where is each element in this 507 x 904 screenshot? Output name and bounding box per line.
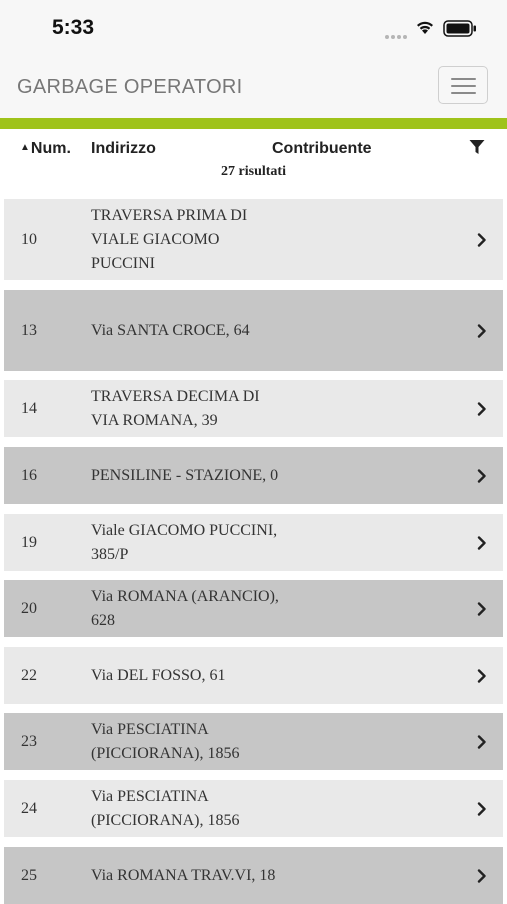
filter-icon[interactable] xyxy=(469,139,485,155)
row-number: 16 xyxy=(21,466,37,484)
row-address: Via ROMANA TRAV.VI, 18 xyxy=(91,866,276,884)
row-address: Via ROMANA (ARANCIO), 628 xyxy=(91,587,279,629)
row-address: PENSILINE - STAZIONE, 0 xyxy=(91,466,279,484)
table-row[interactable] xyxy=(4,580,503,637)
battery-icon xyxy=(443,20,477,37)
row-address: Via PESCIATINA (PICCIORANA), 1856 xyxy=(91,787,240,829)
wifi-icon xyxy=(415,19,435,35)
row-number: 25 xyxy=(21,866,37,884)
table-row[interactable] xyxy=(4,290,503,371)
row-number: 24 xyxy=(21,799,37,817)
table-row[interactable] xyxy=(4,647,503,704)
row-number: 10 xyxy=(21,230,37,248)
table-row[interactable] xyxy=(4,199,503,280)
column-header-contributor[interactable]: Contribuente xyxy=(272,140,372,157)
chevron-right-icon[interactable] xyxy=(477,869,487,883)
row-address: Via PESCIATINA (PICCIORANA), 1856 xyxy=(91,720,240,762)
chevron-right-icon[interactable] xyxy=(477,602,487,616)
row-address: Via DEL FOSSO, 61 xyxy=(91,666,226,684)
hamburger-icon xyxy=(451,78,476,80)
row-address: Viale GIACOMO PUCCINI, 385/P xyxy=(91,521,278,563)
menu-toggle-button[interactable] xyxy=(438,66,488,104)
chevron-right-icon[interactable] xyxy=(477,469,487,483)
row-address: Via SANTA CROCE, 64 xyxy=(91,321,250,339)
row-address: TRAVERSA DECIMA DI VIA ROMANA, 39 xyxy=(91,387,260,429)
status-bar xyxy=(0,0,507,58)
chevron-right-icon[interactable] xyxy=(477,233,487,247)
table-row[interactable] xyxy=(4,847,503,904)
chevron-right-icon[interactable] xyxy=(477,669,487,683)
row-number: 22 xyxy=(21,666,37,684)
chevron-right-icon[interactable] xyxy=(477,324,487,338)
app-brand[interactable]: GARBAGE OPERATORI xyxy=(17,76,243,98)
chevron-right-icon[interactable] xyxy=(477,536,487,550)
row-number: 13 xyxy=(21,321,37,339)
table-row[interactable] xyxy=(4,514,503,571)
column-header-num[interactable]: ▲Num. xyxy=(20,140,71,157)
sort-asc-icon: ▲ xyxy=(20,142,30,153)
table-row[interactable] xyxy=(4,380,503,437)
row-number: 19 xyxy=(21,533,37,551)
navbar xyxy=(0,58,507,118)
row-number: 23 xyxy=(21,732,37,750)
row-number: 14 xyxy=(21,399,37,417)
row-number: 20 xyxy=(21,599,37,617)
chevron-right-icon[interactable] xyxy=(477,735,487,749)
table-row[interactable] xyxy=(4,447,503,504)
accent-bar xyxy=(0,118,507,129)
row-address: TRAVERSA PRIMA DI VIALE GIACOMO PUCCINI xyxy=(91,206,248,272)
chevron-right-icon[interactable] xyxy=(477,802,487,816)
status-time: 5:33 xyxy=(52,16,95,39)
column-header-address[interactable]: Indirizzo xyxy=(91,140,156,157)
table-row[interactable] xyxy=(4,780,503,837)
cellular-signal-icon xyxy=(385,26,409,44)
chevron-right-icon[interactable] xyxy=(477,402,487,416)
table-header xyxy=(0,129,507,195)
table-row[interactable] xyxy=(4,713,503,770)
results-count: 27 risultati xyxy=(221,164,286,179)
